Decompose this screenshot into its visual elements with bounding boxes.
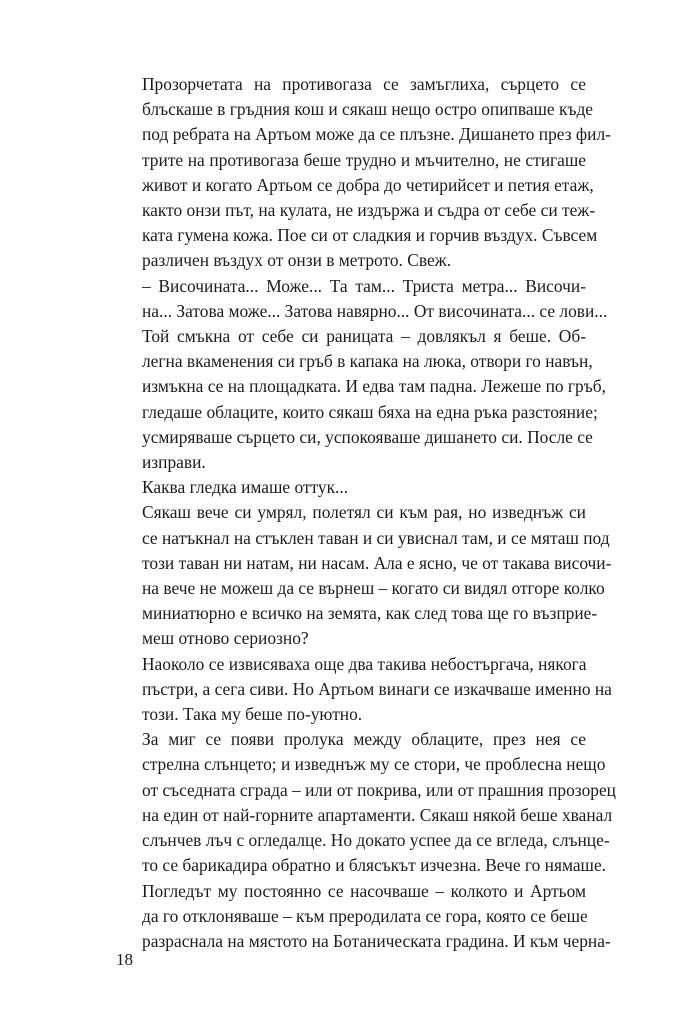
- text-line: меш отново сериозно?: [142, 628, 309, 649]
- text-line: да го отклоняваше – към преродилата се гора, която се беше: [142, 905, 588, 926]
- text-line: на един от най-горните апартаменти. Сякаш някой беше хванал: [142, 804, 613, 825]
- text-line: усмиряваше сърцето си, успокояваше дишането си. После се: [142, 426, 593, 447]
- text-line: Каква гледка имаше оттук...: [142, 477, 349, 498]
- text-line: пъстри, а сега сиви. Но Артьом винаги се изкачваше именно на: [142, 678, 612, 699]
- text-line: то се барикадира обратно и блясъкът изчезна. Вече го нямаше.: [142, 855, 607, 876]
- paragraph: [116, 475, 586, 500]
- text-line: както онзи път, на кулата, не издържа и съдра от себе си теж-: [142, 200, 596, 221]
- text-line: живот и когато Артьом се добра до четирийсет и петия етаж,: [142, 174, 594, 195]
- text-line: Той смъкна от себе си раницата – довлякъл я беше. Об-: [142, 326, 586, 347]
- text-line: под ребрата на Артьом може да се плъзне. Дишането през фил-: [142, 124, 611, 145]
- text-line: – Височината... Може... Та там... Триста метра... Височи-: [142, 275, 586, 296]
- page-number: 18: [116, 950, 133, 969]
- text-line: ката гумена кожа. Пое си от сладкия и горчив въздух. Съвсем: [142, 225, 598, 246]
- paragraph: [116, 652, 612, 728]
- text-line: Прозорчетата на противогаза се замъглиха, сърцето се: [142, 74, 586, 94]
- text-line: гледаше облаците, които сякаш бяха на една ръка разстояние;: [142, 401, 598, 422]
- text-line: измъкна се на площадката. И едва там падна. Лежеше по гръб,: [142, 376, 606, 397]
- text-line: този таван ни натам, ни насам. Ала е ясно, че от такава височи-: [142, 552, 612, 573]
- text-line: миниатюрно е всичко на земята, как след това ще го възприе-: [142, 603, 598, 624]
- text-line: стрелна слънцето; и изведнъж му се стори, че проблесна нещо: [142, 754, 606, 775]
- text-line: изправи.: [142, 452, 206, 473]
- paragraph: [116, 727, 616, 878]
- text-line: се натъкнал на стъклен таван и си увиснал там, и се мяташ под: [142, 527, 610, 548]
- text-line: от съседната сграда – или от покрива, или от прашния прозорец: [142, 779, 616, 800]
- text-line: трите на противогаза беше трудно и мъчително, не стигаше: [142, 149, 586, 170]
- text-line: Наоколо се извисяваха още два такива небостъргача, някога: [142, 653, 587, 674]
- text-line: За миг се появи пролука между облаците, през нея се: [142, 729, 586, 750]
- text-line: различен въздух от онзи в метрото. Свеж.: [142, 250, 452, 271]
- paragraph: [116, 72, 611, 274]
- text-line: на... Затова може... Затова навярно... От височината... се лови...: [142, 300, 608, 321]
- text-line: Погледът му постоянно се насочваше – колкото и Артьом: [142, 880, 586, 901]
- paragraph: [116, 879, 611, 955]
- text-line: слънчев лъч с огледалце. Но докато успее да се вгледа, слънце-: [142, 830, 610, 851]
- text-line: разраснала на мястото на Ботаническата градина. И към черна-: [142, 930, 611, 951]
- text-line: на вече не можеш да се върнеш – когато си видял отгоре колко: [142, 578, 605, 599]
- text-line: Сякаш вече си умрял, полетял си към рая, но изведнъж си: [142, 502, 586, 523]
- text-line: този. Така му беше по-уютно.: [142, 704, 363, 725]
- text-line: блъскаше в гръдния кош и сякаш нещо остро опипваше къде: [142, 99, 594, 120]
- paragraph: [116, 274, 608, 324]
- paragraph: [116, 500, 612, 651]
- paragraph: [116, 324, 606, 475]
- page-text: [116, 72, 616, 954]
- text-line: легна вкаменения си гръб в капака на люка, отвори го навън,: [142, 351, 593, 372]
